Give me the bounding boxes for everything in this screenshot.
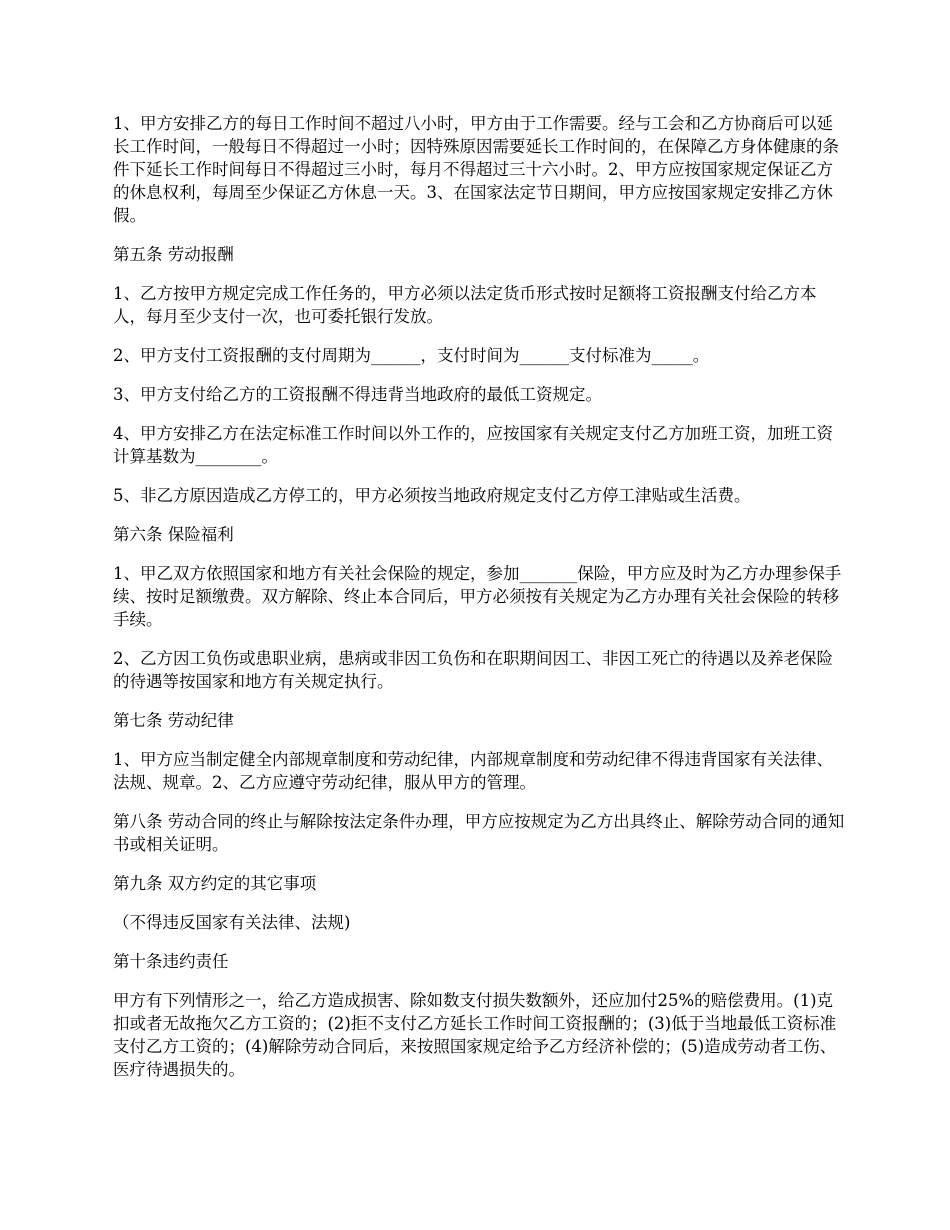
section-heading-liability: 第十条违约责任 (113, 952, 229, 971)
paragraph-remuneration-2: 2、甲方支付工资报酬的支付周期为______，支付时间为______支付标准为_____。 (113, 346, 710, 365)
document-body (113, 112, 845, 1081)
section-heading-remuneration: 第五条 劳动报酬 (113, 245, 234, 264)
paragraph-insurance-1: 1、甲乙双方依照国家和地方有关社会保险的规定，参加_______保险，甲方应及时为乙方办理参保手续、按时足额缴费。双方解除、终止本合同后，甲方必须按有关规定为乙方办理有关社会保险的转移手续。 (113, 564, 842, 629)
paragraph-remuneration-4: 4、甲方安排乙方在法定标准工作时间以外工作的，应按国家有关规定支付乙方加班工资，加班工资计算基数为________。 (113, 424, 833, 466)
paragraph-remuneration-3: 3、甲方支付给乙方的工资报酬不得违背当地政府的最低工资规定。 (113, 385, 602, 404)
section-heading-discipline: 第七条 劳动纪律 (113, 711, 234, 730)
paragraph-other-matters-note: （不得违反国家有关法律、法规) (113, 913, 351, 932)
paragraph-remuneration-5: 5、非乙方原因造成乙方停工的，甲方必须按当地政府规定支付乙方停工津贴或生活费。 (113, 486, 751, 505)
paragraph-insurance-2: 2、乙方因工负伤或患职业病，患病或非因工负伤和在职期间因工、非因工死亡的待遇以及养老保险的待遇等按国家和地方有关规定执行。 (113, 649, 833, 691)
section-heading-other-matters: 第九条 双方约定的其它事项 (113, 874, 317, 893)
paragraph-remuneration-1: 1、乙方按甲方规定完成工作任务的，甲方必须以法定货币形式按时足额将工资报酬支付给乙方本人，每月至少支付一次，也可委托银行发放。 (113, 284, 817, 326)
section-heading-insurance: 第六条 保险福利 (113, 525, 234, 544)
paragraph-termination: 第八条 劳动合同的终止与解除按法定条件办理，甲方应按规定为乙方出具终止、解除劳动合同的通知书或相关证明。 (113, 812, 845, 854)
paragraph-discipline: 1、甲方应当制定健全内部规章制度和劳动纪律，内部规章制度和劳动纪律不得违背国家有关法律、法规、规章。2、乙方应遵守劳动纪律，服从甲方的管理。 (113, 750, 833, 792)
paragraph-work-hours: 1、甲方安排乙方的每日工作时间不超过八小时，甲方由于工作需要。经与工会和乙方协商后可以延长工作时间，一般每日不得超过一小时；因特殊原因需要延长工作时间的，在保障乙方身体健康的条件下延长工作时间每日不得超过三小时，每月不得超过三十六小时。2、甲方应按国家规定保证乙方的休息权利，每周至少保证乙方休息一天。3、在国家法定节日期间，甲方应按国家规定安排乙方休假。 (113, 114, 839, 225)
paragraph-liability: 甲方有下列情形之一，给乙方造成损害、除如数支付损失数额外，还应加付25%的赔偿费用。(1)克扣或者无故拖欠乙方工资的；(2)拒不支付乙方延长工作时间工资报酬的；(3)低于当地最低工资标准支付乙方工资的；(4)解除劳动合同后，来按照国家规定给予乙方经济补偿的；(5)造成劳动者工伤、医疗待遇损失的。 (113, 991, 837, 1079)
